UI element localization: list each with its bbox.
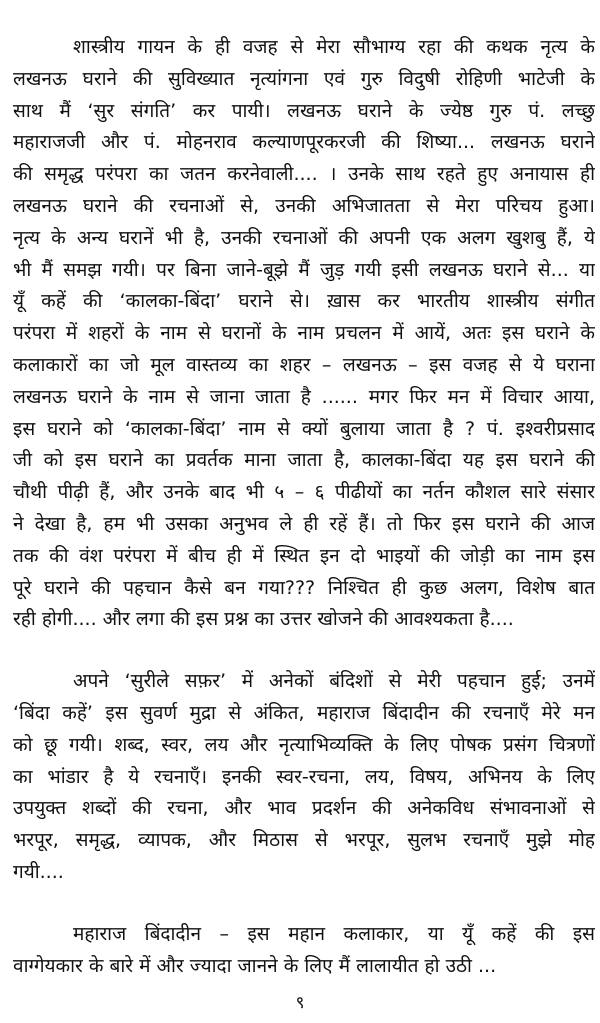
paragraph-1 [13,32,595,636]
text-line: ने देखा है, हम भी उसका अनुभव ले ही रहें हैं। तो फिर इस घराने की आज [13,512,595,535]
text-line: रही होगी.... और लगा की इस प्रश्न का उत्तर खोजने की आवश्यकता है.... [13,608,514,631]
paragraph-2 [13,666,595,889]
text-line: साथ मैं ‘सुर संगति’ कर पायी। लखनऊ घराने के ज्येष्ठ गुरु पं. लच्छु [13,99,595,122]
text-line: परंपरा में शहरों के नाम से घरानों के नाम प्रचलन में आयें, अतः इस घराने के [13,322,595,345]
text-line: जी को इस घराने का प्रवर्तक माना जाता है, कालका-बिंदा यह इस घराने की [13,449,595,472]
text-line: चौथी पीढ़ी हैं, और उनके बाद भी ५ – ६ पीढीयों का नर्तन कौशल सारे संसार [13,481,595,504]
text-line: भी मैं समझ गयी। पर बिना जाने-बूझे मैं जुड़ गयी इसी लखनऊ घराने से... या [13,258,595,281]
text-line: को छू गयी। शब्द, स्वर, लय और नृत्याभिव्यक्ति के लिए पोषक प्रसंग चित्रणों [13,733,595,756]
document-page [13,32,595,982]
text-line: महाराजजी और पं. मोहनराव कल्याणपूरकरजी की शिष्या... लखनऊ घराने [13,131,595,154]
text-line: शास्त्रीय गायन के ही वजह से मेरा सौभाग्य रहा की कथक नृत्य के [73,36,595,58]
text-line: लखनऊ घराने की सुविख्यात नृत्यांगना एवं गुरु विदुषी रोहिणी भाटेजी के [13,67,595,90]
text-line: लखनऊ घराने के नाम से जाना जाता है ...... मगर फिर मन में विचार आया, [13,385,595,408]
text-line: उपयुक्त शब्दों की रचना, और भाव प्रदर्शन की अनेकविध संभावनाओं से [13,797,595,820]
text-line: गयी.... [13,860,64,883]
page-number: ९ [295,993,305,1013]
text-line: नृत्य के अन्य घरानें भी है, उनकी रचनाओं की अपनी एक अलग खुशबु हैं, ये [13,226,595,249]
text-line: का भांडार है ये रचनाएँ। इनकी स्वर-रचना, लय, विषय, अभिनय के लिए [13,765,595,788]
text-line: लखनऊ घराने की रचनाओं से, उनकी अभिजातता से मेरा परिचय हुआ। [13,194,595,217]
text-line: भरपूर, समृद्ध, व्यापक, और मिठास से भरपूर, सुलभ रचनाएँ मुझे मोह [13,829,595,852]
text-line: इस घराने को ‘कालका-बिंदा’ नाम से क्यों बुलाया जाता है ? पं. इश्वरीप्रसाद [13,417,595,440]
text-line: यूँ कहें की ‘कालका-बिंदा’ घराने से। ख़ास कर भारतीय शास्त्रीय संगीत [13,290,595,313]
text-line: अपने ‘सुरीले सफ़र’ में अनेकों बंदिशों से मेरी पहचान हुई; उनमें [73,670,595,693]
text-line: ‘बिंदा कहें’ इस सुवर्ण मुद्रा से अंकित, महाराज बिंदादीन की रचनाएँ मेरे मन [13,701,595,724]
text-line: की समृद्ध परंपरा का जतन करनेवाली.... । उनके साथ रहते हुए अनायास ही [13,163,595,186]
paragraph-3 [13,919,595,983]
text-line: महाराज बिंदादीन – इस महान कलाकार, या यूँ कहें की इस [73,922,595,945]
text-line: पूरे घराने की पहचान कैसे बन गया??? निश्चित ही कुछ अलग, विशेष बात [13,576,595,599]
text-line: वाग्गेयकार के बारे में और ज्यादा जानने के लिए मैं लालायीत हो उठी ... [13,954,497,977]
text-line: तक की वंश परंपरा में बीच ही में स्थित इन दो भाइयों की जोड़ी का नाम इस [13,544,595,567]
text-line: कलाकारों का जो मूल वास्तव्य का शहर – लखनऊ – इस वजह से ये घराना [13,353,595,376]
